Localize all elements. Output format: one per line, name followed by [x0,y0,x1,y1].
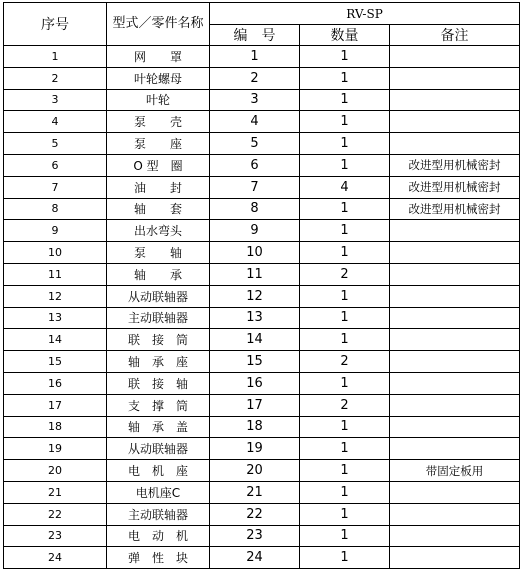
table-row [4,351,520,373]
row-part-name: 联 接 筒 [107,329,210,351]
row-quantity: 1 [300,503,390,525]
header-row-top [4,3,520,25]
table-row [4,329,520,351]
row-seq: 19 [4,438,107,460]
row-seq: 21 [4,481,107,503]
row-seq: 6 [4,154,107,176]
row-seq: 11 [4,263,107,285]
row-part-name: 泵 座 [107,133,210,155]
row-quantity: 1 [300,285,390,307]
row-seq: 1 [4,46,107,68]
row-quantity: 1 [300,111,390,133]
row-part-name: 从动联轴器 [107,438,210,460]
row-quantity: 1 [300,525,390,547]
row-seq: 10 [4,242,107,264]
header-qty: 数量 [300,25,390,46]
table-row [4,481,520,503]
table-row [4,547,520,569]
row-note [390,89,520,111]
row-quantity: 1 [300,481,390,503]
row-part-name: 轴 套 [107,198,210,220]
table-row [4,220,520,242]
row-part-name: 电 动 机 [107,525,210,547]
row-part-name: 弹 性 块 [107,547,210,569]
row-part-name: 网 罩 [107,46,210,68]
row-quantity: 1 [300,67,390,89]
row-part-name: 泵 壳 [107,111,210,133]
header-name: 型式／零件名称 [107,3,210,46]
row-note [390,263,520,285]
table-row [4,372,520,394]
row-seq: 23 [4,525,107,547]
row-code: 23 [210,525,300,547]
row-seq: 13 [4,307,107,329]
row-quantity: 1 [300,242,390,264]
parts-table [3,2,520,569]
table-row [4,242,520,264]
row-code: 4 [210,111,300,133]
row-note [390,503,520,525]
row-quantity: 1 [300,372,390,394]
row-note [390,133,520,155]
row-quantity: 2 [300,394,390,416]
row-note [390,67,520,89]
row-seq: 7 [4,176,107,198]
row-note: 改进型用机械密封 [390,154,520,176]
row-part-name: 支 撑 筒 [107,394,210,416]
table-row [4,176,520,198]
row-note [390,525,520,547]
row-part-name: 叶轮 [107,89,210,111]
row-seq: 8 [4,198,107,220]
row-note [390,351,520,373]
row-quantity: 1 [300,198,390,220]
row-seq: 2 [4,67,107,89]
row-code: 2 [210,67,300,89]
row-part-name: 主动联轴器 [107,503,210,525]
row-code: 3 [210,89,300,111]
parts-table-body [4,46,520,569]
row-code: 21 [210,481,300,503]
row-seq: 20 [4,460,107,482]
header-code: 编 号 [210,25,300,46]
row-code: 7 [210,176,300,198]
row-code: 15 [210,351,300,373]
row-code: 12 [210,285,300,307]
row-part-name: 叶轮螺母 [107,67,210,89]
row-note [390,372,520,394]
row-code: 5 [210,133,300,155]
row-seq: 16 [4,372,107,394]
row-note: 改进型用机械密封 [390,176,520,198]
row-part-name: 轴 承 座 [107,351,210,373]
row-seq: 15 [4,351,107,373]
row-part-name: 电 机 座 [107,460,210,482]
row-quantity: 1 [300,460,390,482]
row-code: 17 [210,394,300,416]
row-note [390,416,520,438]
row-code: 22 [210,503,300,525]
row-seq: 18 [4,416,107,438]
table-row [4,46,520,68]
row-code: 19 [210,438,300,460]
row-part-name: 油 封 [107,176,210,198]
row-seq: 3 [4,89,107,111]
table-row [4,198,520,220]
row-code: 13 [210,307,300,329]
row-seq: 17 [4,394,107,416]
row-part-name: 泵 轴 [107,242,210,264]
row-code: 20 [210,460,300,482]
row-code: 16 [210,372,300,394]
row-code: 14 [210,329,300,351]
table-row [4,285,520,307]
row-quantity: 1 [300,133,390,155]
row-seq: 12 [4,285,107,307]
table-row [4,525,520,547]
row-seq: 22 [4,503,107,525]
table-row [4,438,520,460]
row-quantity: 2 [300,263,390,285]
row-quantity: 4 [300,176,390,198]
row-note: 改进型用机械密封 [390,198,520,220]
row-note [390,111,520,133]
header-seq: 序号 [4,3,107,46]
row-note: 带固定板用 [390,460,520,482]
row-quantity: 1 [300,438,390,460]
header-model-group: RV-SP [210,3,520,25]
row-seq: 24 [4,547,107,569]
row-code: 6 [210,154,300,176]
row-code: 8 [210,198,300,220]
table-row [4,263,520,285]
table-row [4,460,520,482]
row-quantity: 1 [300,154,390,176]
row-part-name: 轴 承 盖 [107,416,210,438]
row-code: 9 [210,220,300,242]
row-part-name: O 型 圈 [107,154,210,176]
row-note [390,46,520,68]
row-note [390,394,520,416]
table-row [4,154,520,176]
row-quantity: 1 [300,307,390,329]
row-part-name: 主动联轴器 [107,307,210,329]
row-part-name: 出水弯头 [107,220,210,242]
row-note [390,285,520,307]
row-code: 18 [210,416,300,438]
table-row [4,67,520,89]
row-quantity: 1 [300,416,390,438]
row-code: 24 [210,547,300,569]
table-row [4,307,520,329]
row-note [390,547,520,569]
header-note: 备注 [390,25,520,46]
row-code: 11 [210,263,300,285]
row-quantity: 1 [300,220,390,242]
row-seq: 14 [4,329,107,351]
row-seq: 4 [4,111,107,133]
row-part-name: 电机座C [107,481,210,503]
row-note [390,438,520,460]
row-quantity: 1 [300,547,390,569]
row-note [390,307,520,329]
row-seq: 9 [4,220,107,242]
table-row [4,416,520,438]
row-quantity: 1 [300,46,390,68]
row-note [390,481,520,503]
table-row [4,111,520,133]
row-part-name: 轴 承 [107,263,210,285]
row-seq: 5 [4,133,107,155]
row-quantity: 2 [300,351,390,373]
table-row [4,133,520,155]
table-row [4,89,520,111]
row-part-name: 从动联轴器 [107,285,210,307]
row-note [390,242,520,264]
row-quantity: 1 [300,89,390,111]
row-quantity: 1 [300,329,390,351]
row-code: 10 [210,242,300,264]
row-code: 1 [210,46,300,68]
row-part-name: 联 接 轴 [107,372,210,394]
table-row [4,503,520,525]
table-row [4,394,520,416]
row-note [390,329,520,351]
row-note [390,220,520,242]
